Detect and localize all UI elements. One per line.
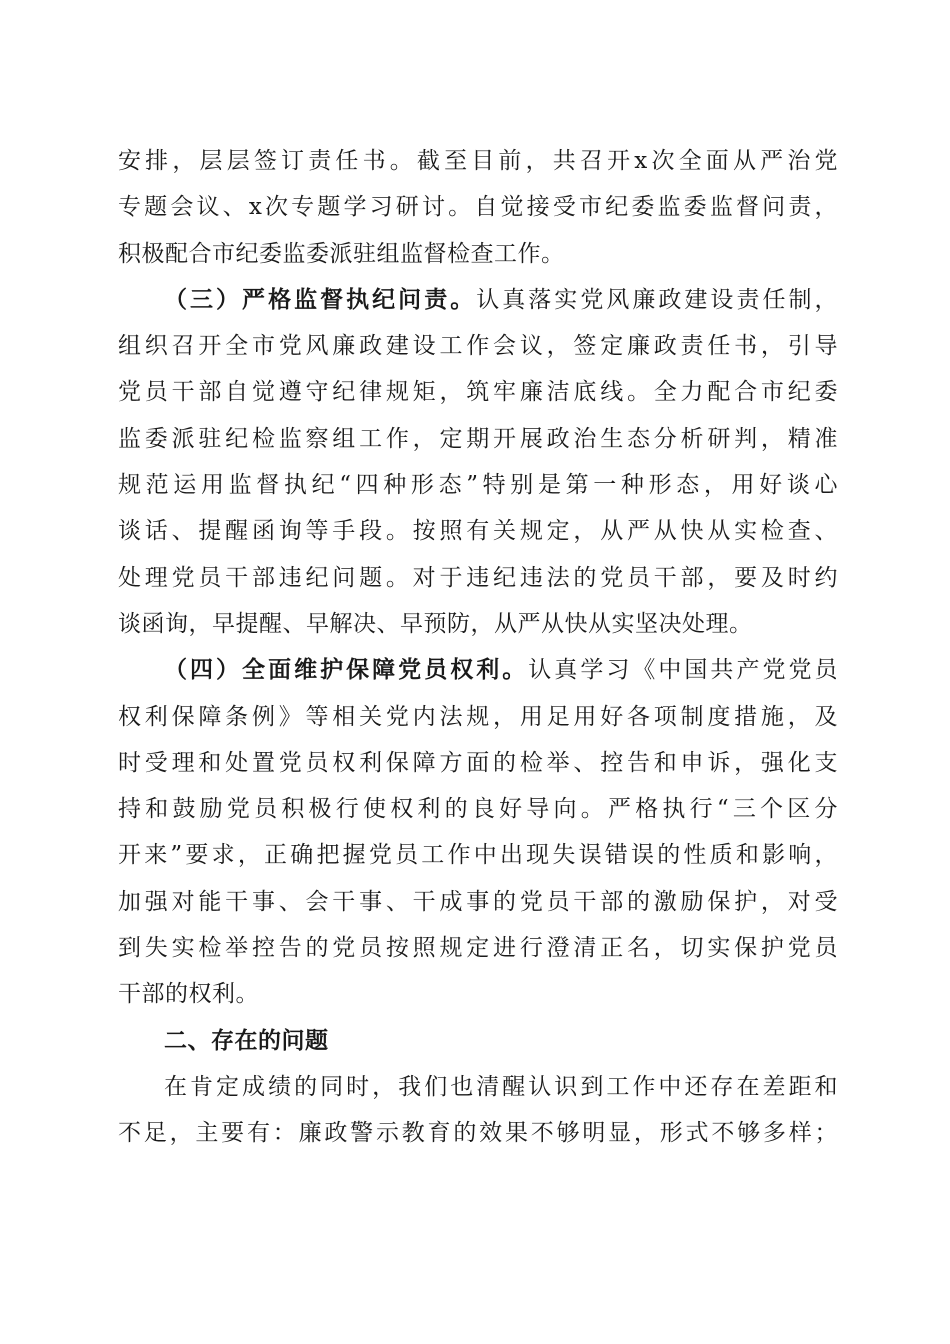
text-line: 积极配合市纪委监委派驻组监督检查工作。 [118,240,565,267]
text-line: 干部的权利。 [118,981,259,1008]
text-span: 认真学习《中国共产党党员 [528,657,839,684]
text-line: 专题会议、x次专题学习研讨。自觉接受市纪委监委监督问责， [118,194,838,221]
text-line: 组织召开全市党风廉政建设工作会议，签定廉政责任书，引导 [118,333,838,360]
text-line: 加强对能干事、会干事、干成事的党员干部的激励保护，对受 [118,888,838,915]
text-line: 监委派驻纪检监察组工作，定期开展政治生态分析研判，精准 [118,425,838,452]
text-line: 规范运用监督执纪“四种形态”特别是第一种形态，用好谈心 [118,472,838,499]
text-line: 在肯定成绩的同时，我们也清醒认识到工作中还存在差距和 [164,1073,838,1100]
text-line: 党员干部自觉遵守纪律规矩，筑牢廉洁底线。全力配合市纪委 [118,379,838,406]
text-line: 到失实检举控告的党员按照规定进行澄清正名，切实保护党员 [118,935,838,962]
text-line: 时受理和处置党员权利保障方面的检举、控告和申诉，强化支 [118,749,838,776]
text-line: 处理党员干部违纪问题。对于违纪违法的党员干部，要及时约 [118,564,838,591]
subheading-supervision: （三）严格监督执纪问责。 [164,285,477,313]
text-line: 开来”要求，正确把握党员工作中出现失误错误的性质和影响， [118,842,838,869]
paragraph-supervision [118,277,838,647]
section-heading-problems: 二、存在的问题 [164,1027,329,1054]
subheading-member-rights: （四）全面维护保障党员权利。 [164,656,529,684]
paragraph-member-rights [118,647,838,1017]
text-line: 权利保障条例》等相关党内法规，用足用好各项制度措施，及 [118,703,838,730]
text-span: 认真落实党风廉政建设责任制， [476,286,839,313]
paragraph-continuation [118,138,838,277]
text-line: 不足，主要有：廉政警示教育的效果不够明显，形式不够多样； [118,1120,838,1147]
text-line: 安排，层层签订责任书。截至目前，共召开x次全面从严治党 [118,148,838,174]
text-line: 谈函询，早提醒、早解决、早预防，从严从快从实坚决处理。 [118,610,753,637]
document-body [118,138,838,1157]
paragraph-problems [118,1064,838,1157]
text-line: 谈话、提醒函询等手段。按照有关规定，从严从快从实检查、 [118,518,838,545]
text-line: 持和鼓励党员积极行使权利的良好导向。严格执行“三个区分 [118,796,838,823]
text-line [118,277,838,323]
text-line [118,647,838,693]
